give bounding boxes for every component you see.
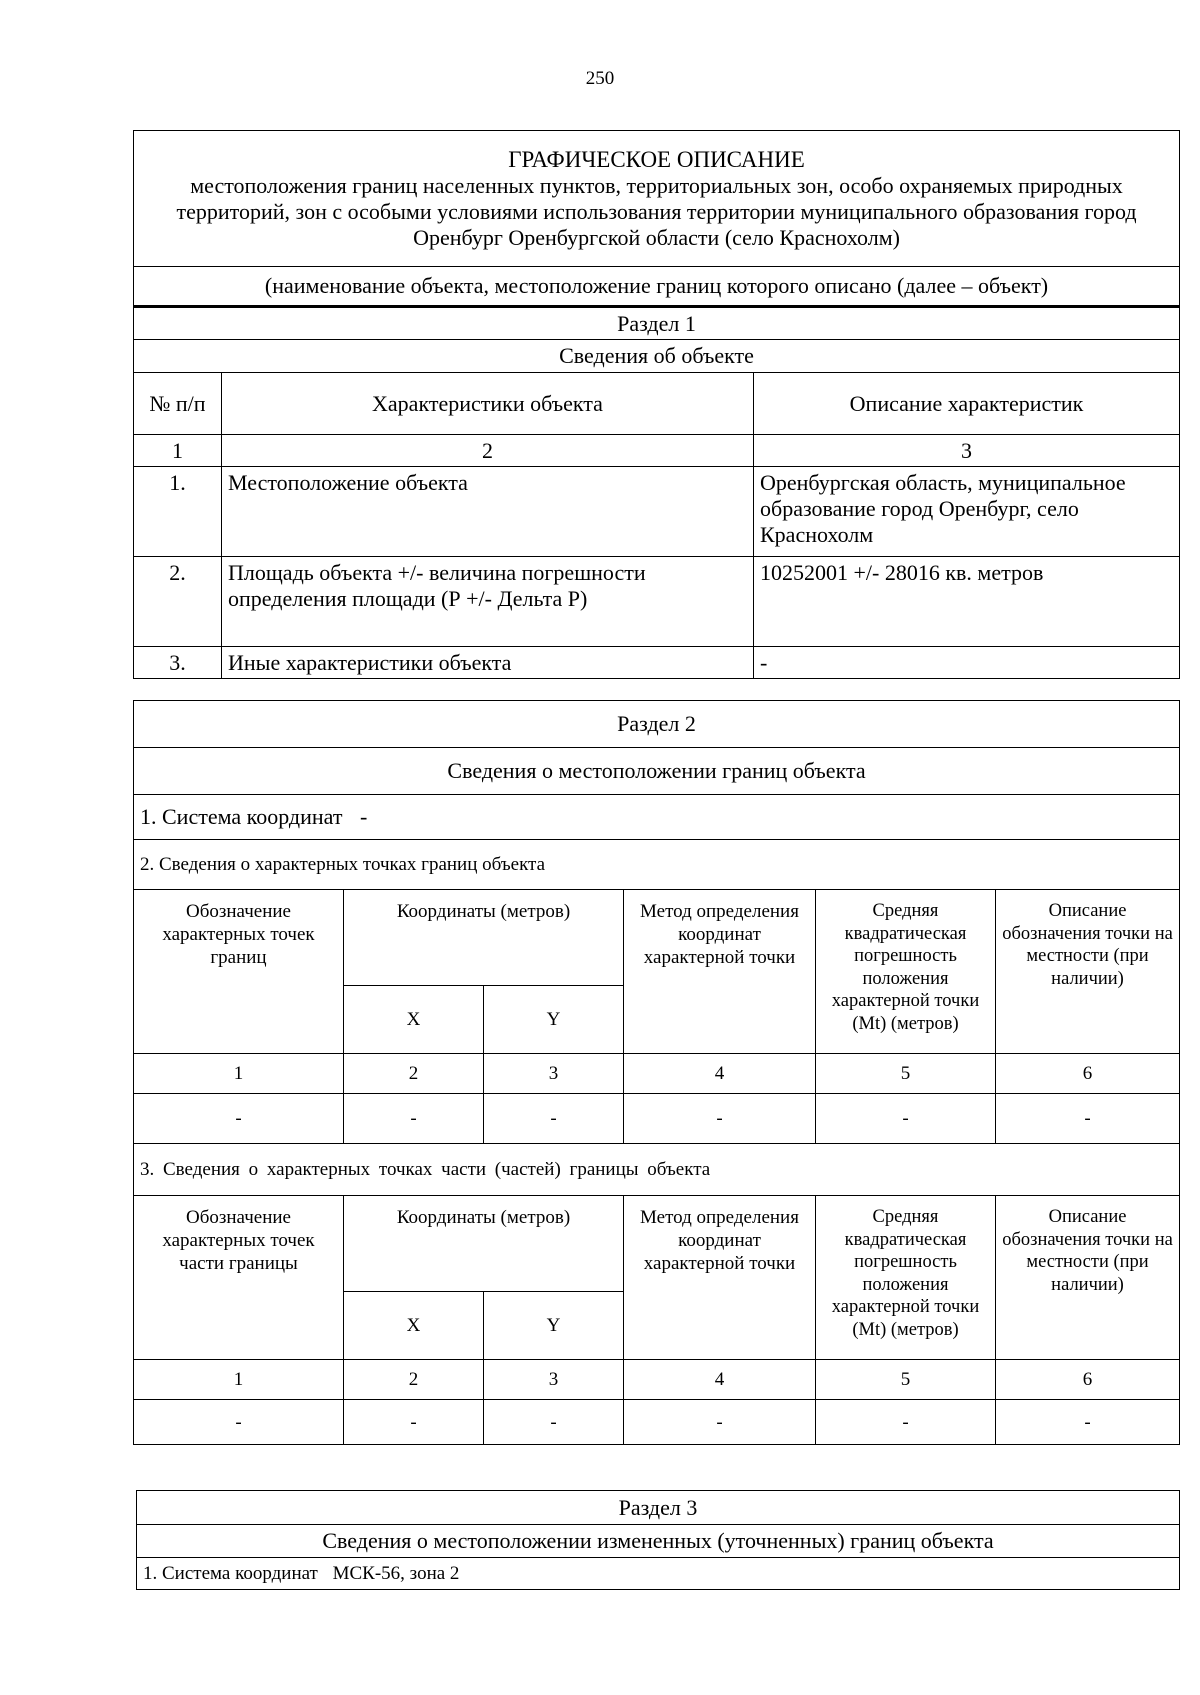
section3-subtitle: Сведения о местоположении измененных (уточненных) границ объекта — [137, 1525, 1180, 1558]
coordinate-system-row — [137, 1558, 1180, 1590]
table-cell: - — [134, 1094, 344, 1144]
table-row — [134, 1400, 1180, 1445]
coordinate-system-row — [134, 795, 1180, 840]
col-x-header: X — [344, 986, 484, 1054]
document-title: ГРАФИЧЕСКОЕ ОПИСАНИЕ — [508, 146, 805, 172]
row-number: 2. — [134, 557, 222, 647]
col-index: 6 — [996, 1360, 1180, 1400]
table-cell: - — [484, 1400, 624, 1445]
page-number: 250 — [585, 68, 615, 89]
col-error-header: Средняя квадратическая погрешность положения характерной точки (Мt) (метров) — [816, 890, 996, 1054]
col-index: 2 — [344, 1054, 484, 1094]
col-index: 3 — [484, 1054, 624, 1094]
col-index: 1 — [134, 1360, 344, 1400]
table-cell: - — [484, 1094, 624, 1144]
section1-subtitle: Сведения об объекте — [134, 340, 1180, 373]
coordinate-system-value: МСК-56, зона 2 — [332, 1563, 460, 1584]
col-index: 1 — [134, 1054, 344, 1094]
coordinate-system-label: 1. Система координат — [143, 1563, 318, 1584]
parts-title: 3. Сведения о характерных точках части (частей) границы объекта — [134, 1144, 1180, 1196]
row-characteristic: Местоположение объекта — [222, 467, 754, 557]
section3-title: Раздел 3 — [137, 1491, 1180, 1525]
row-description: Оренбургская область, муниципальное образование город Оренбург, село Краснохолм — [754, 467, 1180, 557]
col-description-header: Описание характеристик — [754, 373, 1180, 435]
row-number: 3. — [134, 647, 222, 679]
section1-title: Раздел 1 — [134, 307, 1180, 340]
col-index: 2 — [344, 1360, 484, 1400]
section2-title: Раздел 2 — [134, 701, 1180, 748]
points-title: 2. Сведения о характерных точках границ объекта — [134, 840, 1180, 890]
col-description-index: 3 — [754, 435, 1180, 467]
table-row — [134, 557, 1180, 647]
col-index: 4 — [624, 1360, 816, 1400]
col-characteristic-header: Характеристики объекта — [222, 373, 754, 435]
section2-subtitle: Сведения о местоположении границ объекта — [134, 748, 1180, 795]
section3-table — [136, 1490, 1180, 1590]
col-method-header: Метод определения координат характерной точки — [624, 1196, 816, 1360]
col-x-header: X — [344, 1292, 484, 1360]
table-cell: - — [134, 1400, 344, 1445]
table-cell: - — [344, 1400, 484, 1445]
table-cell: - — [624, 1400, 816, 1445]
section2-table — [133, 700, 1180, 1445]
col-index: 5 — [816, 1054, 996, 1094]
table-row — [134, 467, 1180, 557]
col-number-index: 1 — [134, 435, 222, 467]
col-coordinates-header: Координаты (метров) — [344, 890, 624, 986]
table-cell: - — [344, 1094, 484, 1144]
table-cell: - — [816, 1094, 996, 1144]
object-caption: (наименование объекта, местоположение границ которого описано (далее – объект) — [134, 267, 1180, 307]
document-subtitle: местоположения границ населенных пунктов, территориальных зон, особо охраняемых природных территорий, зон с особыми условиями использования территории муниципального образования город Оренбург Оренбургской области (село Краснохолм) — [176, 172, 1137, 250]
table-row — [134, 647, 1180, 679]
row-characteristic: Площадь объекта +/- величина погрешности определения площади (Р +/- Дельта Р) — [222, 557, 754, 647]
table-cell: - — [996, 1400, 1180, 1445]
table-cell: - — [624, 1094, 816, 1144]
col-coordinates-header: Координаты (метров) — [344, 1196, 624, 1292]
table-cell: - — [996, 1094, 1180, 1144]
document-header — [134, 131, 1180, 267]
table-row — [134, 1094, 1180, 1144]
row-number: 1. — [134, 467, 222, 557]
col-y-header: Y — [484, 1292, 624, 1360]
col-characteristic-index: 2 — [222, 435, 754, 467]
col-point-description-header: Описание обозначения точки на местности (при наличии) — [996, 1196, 1180, 1360]
col-method-header: Метод определения координат характерной точки — [624, 890, 816, 1054]
coordinate-system-label: 1. Система координат — [140, 804, 343, 829]
col-number-header: № п/п — [134, 373, 222, 435]
col-index: 3 — [484, 1360, 624, 1400]
row-characteristic: Иные характеристики объекта — [222, 647, 754, 679]
section1-table — [133, 130, 1180, 679]
coordinate-system-value: - — [359, 804, 368, 829]
col-designation-header: Обозначение характерных точек границ — [134, 890, 344, 1054]
col-point-description-header: Описание обозначения точки на местности (при наличии) — [996, 890, 1180, 1054]
col-error-header: Средняя квадратическая погрешность положения характерной точки (Мt) (метров) — [816, 1196, 996, 1360]
col-index: 6 — [996, 1054, 1180, 1094]
row-description: - — [754, 647, 1180, 679]
row-description: 10252001 +/- 28016 кв. метров — [754, 557, 1180, 647]
col-designation-header: Обозначение характерных точек части границы — [134, 1196, 344, 1360]
col-index: 5 — [816, 1360, 996, 1400]
table-cell: - — [816, 1400, 996, 1445]
col-y-header: Y — [484, 986, 624, 1054]
col-index: 4 — [624, 1054, 816, 1094]
